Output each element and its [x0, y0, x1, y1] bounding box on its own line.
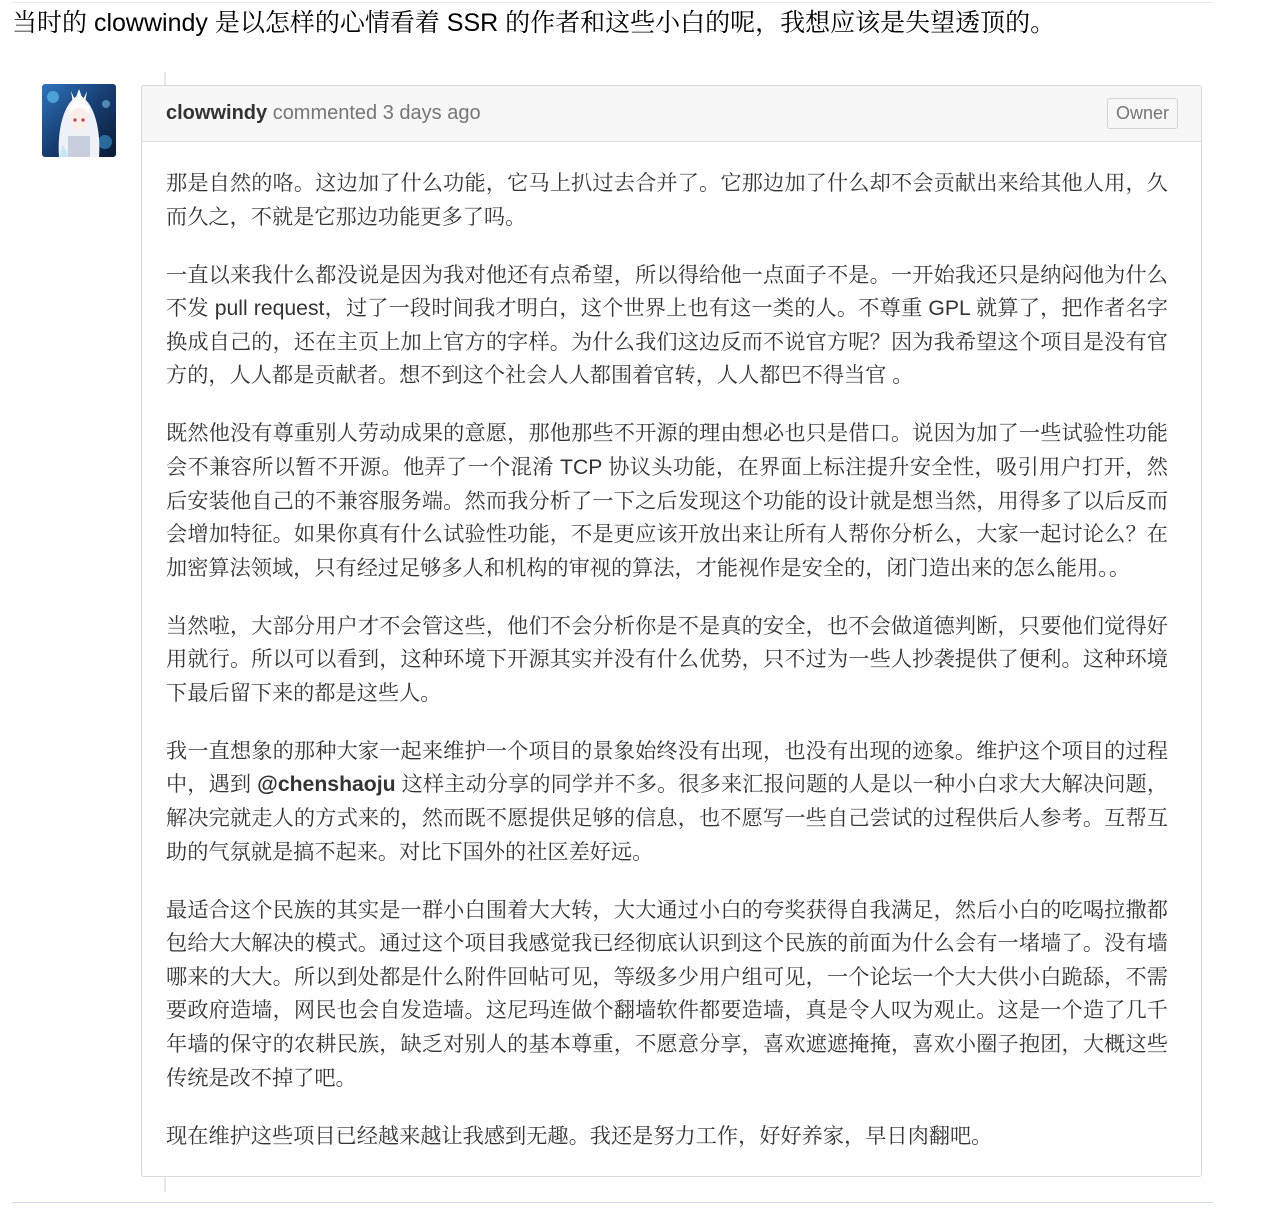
bottom-divider [12, 1202, 1213, 1203]
comment-meta [166, 102, 481, 125]
comment-paragraph-5 [166, 735, 1168, 869]
comment-action: commented [272, 102, 378, 124]
timestamp-link[interactable]: 3 days ago [382, 102, 481, 124]
comment-body [142, 142, 1201, 1176]
top-divider [12, 2, 1213, 3]
comment-paragraph-3: 既然他没有尊重别人劳动成果的意愿，那他那些不开源的理由想必也只是借口。说因为加了一些试验性功能会不兼容所以暂不开源。他弄了一个混淆 TCP 协议头功能，在界面上标注提升安全性，吸引用户打开，然后安装他自己的不兼容服务端。然而我分析了一下之后发现这个功能的设计就是想当然，用得多了以后反而会增加特征。如果你真有什么试验性功能，不是更应该开放出来让所有人帮你分析么，大家一起讨论么？在加密算法领域，只有经过足够多人和机构的审视的算法，才能视作是安全的，闭门造出来的怎么能用。。 [166, 422, 1168, 580]
page-headline: 当时的 clowwindy 是以怎样的心情看着 SSR 的作者和这些小白的呢，我想应该是失望透顶的。 [12, 9, 1056, 37]
comment-paragraph-7: 现在维护这些项目已经越来越让我感到无趣。我还是努力工作，好好养家，早日肉翻吧。 [166, 1124, 993, 1148]
paragraph-text-before-mention: 我一直想象的那种大家一起来维护一个项目的景象始终没有出现，也没有出现的迹象。维护这个项目的过程中，遇到 [166, 739, 1168, 797]
comment-header [142, 86, 1201, 142]
author-link[interactable]: clowwindy [166, 102, 268, 124]
comment-box [141, 85, 1202, 1177]
paragraph-text-after-mention: 这样主动分享的同学并不多。很多来汇报问题的人是以一种小白求大大解决问题，解决完就走人的方式来的，然而既不愿提供足够的信息，也不愿写一些自己尝试的过程供后人参考。互帮互助的气氛就是搞不起来。对比下国外的社区差好远。 [166, 773, 1169, 864]
user-mention-link[interactable]: @chenshaoju [257, 773, 396, 797]
owner-badge: Owner [1107, 98, 1178, 129]
avatar-image-icon [42, 84, 116, 157]
comment-paragraph-4: 当然啦，大部分用户才不会管这些，他们不会分析你是不是真的安全，也不会做道德判断，只要他们觉得好用就行。所以可以看到，这种环境下开源其实并没有什么优势，只不过为一些人抄袭提供了便利。这种环境下最后留下来的都是这些人。 [166, 614, 1168, 705]
user-avatar[interactable] [42, 84, 116, 157]
comment-paragraph-2: 一直以来我什么都没说是因为我对他还有点希望，所以得给他一点面子不是。一开始我还只是纳闷他为什么不发 pull request，过了一段时间我才明白，这个世界上也有这一类的人。不尊重 GPL 就算了，把作者名字换成自己的，还在主页上加上官方的字样。为什么我们这边反而不说官方呢？因为我希望这个项目是没有官方的，人人都是贡献者。想不到这个社会人人都围着官转，人人都巴不得当官 。 [166, 263, 1168, 388]
comment-paragraph-1: 那是自然的咯。这边加了什么功能，它马上扒过去合并了。它那边加了什么却不会贡献出来给其他人用，久而久之，不就是它那边功能更多了吗。 [166, 172, 1168, 229]
comment-paragraph-6: 最适合这个民族的其实是一群小白围着大大转，大大通过小白的夸奖获得自我满足，然后小白的吃喝拉撒都包给大大解决的模式。通过这个项目我感觉我已经彻底认识到这个民族的前面为什么会有一堵墙了。没有墙哪来的大大。所以到处都是什么附件回帖可见，等级多少用户组可见，一个论坛一个大大供小白跪舔，不需要政府造墙，网民也会自发造墙。这尼玛连做个翻墙软件都要造墙，真是令人叹为观止。这是一个造了几千年墙的保守的农耕民族，缺乏对别人的基本尊重，不愿意分享，喜欢遮遮掩掩，喜欢小圈子抱团，大概这些传统是改不掉了吧。 [166, 898, 1168, 1090]
